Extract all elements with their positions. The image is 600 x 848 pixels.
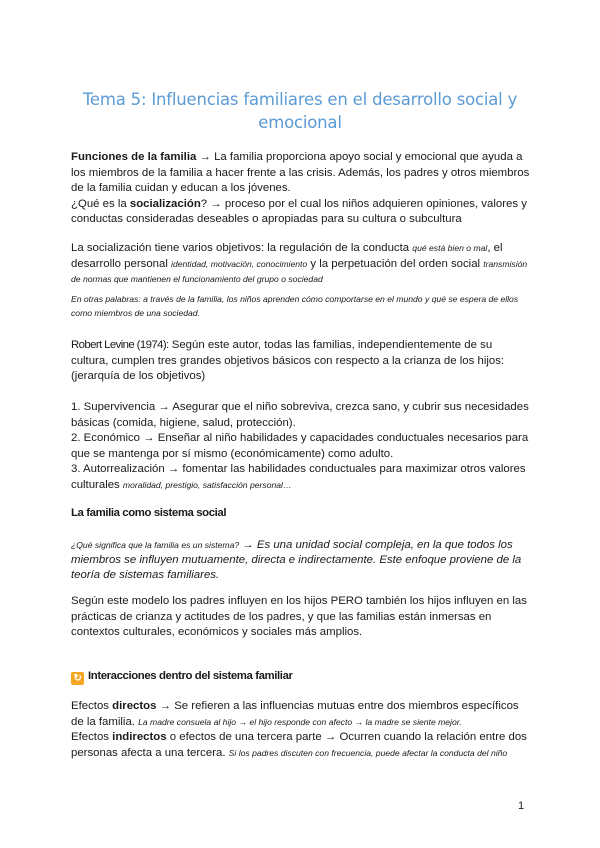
socializacion-definition: ? → proceso por el cual los niños adquieren opiniones, valores y conductas consideradas deseables o apropiadas para su cultura o subcultura (71, 197, 527, 226)
objetivos-text-3: y la perpetuación del orden social (307, 257, 484, 270)
author-name: Robert Levine (1974): (71, 339, 169, 351)
sistema-answer: → Es una unidad social compleja, en la que todos los miembros se influyen mutuamente, directa e indirectamente. Este enfoque proviene de la teoría de sistemas familiares. (71, 539, 522, 582)
document-title: Tema 5: Influencias familiares en el desarrollo social y emocional (82, 90, 518, 132)
paragraph-en-otras-palabras: En otras palabras: a través de la familia, los niños aprenden cómo comportarse en el mundo y qué se espera de ellos como miembros de una sociedad. (71, 294, 519, 318)
objetivos-example-3: transmisión de normas que mantienen el funcionamiento del grupo o sociedad (71, 258, 528, 285)
page-number: 1 (518, 800, 525, 812)
paragraph-modelo: Según este modelo los padres influyen en los hijos PERO también los hijos influyen en las prácticas de crianza y actitudes de los padres, y que las familias están inmersas en contextos culturales, económicos y sociales más amplios. (71, 595, 527, 639)
indirectos-example: Si los padres discuten con frecuencia, puede afectar la conducta del niño (228, 747, 508, 758)
section-heading-interacciones (71, 670, 293, 685)
list-item: 1. Supervivencia → Asegurar que el niño sobreviva, crezca sano, y cubrir sus necesidades básicas (comida, higiene, salud, protección). (71, 401, 529, 429)
levine-text: Según este autor, todas las familias, independientemente de su cultura, cumplen tres grandes objetivos básicos con respecto a la crianza de los hijos: (jerarquía de los objetivos) (71, 339, 505, 383)
paragraph-funciones (71, 150, 531, 228)
objectives-list (71, 400, 531, 494)
list-item-3-example: moralidad, prestigio, satisfacción personal… (122, 479, 292, 490)
funciones-label: Funciones de la familia (71, 151, 197, 163)
directos-start: Efectos (71, 700, 113, 712)
paragraph-levine (71, 338, 531, 385)
directos-definition: → Se refieren a las influencias mutuas entre dos miembros específicos de la familia. (71, 700, 519, 728)
objetivos-example-2: identidad, motivación, conocimiento (171, 258, 308, 269)
socializacion-term: socialización (129, 197, 201, 210)
directos-term: directos (112, 700, 157, 712)
indirectos-term: indirectos (112, 731, 167, 744)
list-item (71, 462, 531, 493)
paragraph-objetivos (71, 241, 531, 288)
indirectos-definition: o efectos de una tercera parte → Ocurren cuando la relación entre dos personas afecta a una tercera. (71, 731, 527, 759)
repeat-icon: ↻ (71, 672, 84, 685)
paragraph-sistema-question (71, 538, 531, 584)
list-item: 2. Económico → Enseñar al niño habilidades y capacidades conductuales necesarios para que se mantenga por sí mismo (económicamente) como adulto. (71, 432, 529, 460)
interacciones-heading-text: Interacciones dentro del sistema familiar (88, 670, 293, 682)
directos-example: La madre consuela al hijo → el hijo responde con afecto → la madre se siente mejor. (138, 716, 462, 727)
objetivos-example-1: qué está bien o mal (412, 243, 488, 253)
sistema-question: ¿Qué significa que la familia es un sistema? (71, 540, 240, 550)
objetivos-text-1: La socialización tiene varios objetivos: la regulación de la conducta (71, 242, 413, 254)
section-heading-sistema-social: La familia como sistema social (71, 507, 227, 519)
indirectos-start: Efectos (71, 731, 113, 744)
list-item-3-text: 3. Autorrealización → fomentar las habilidades conductuales para maximizar otros valores culturales (71, 463, 526, 491)
funciones-text: → La familia proporciona apoyo social y emocional que ayuda a los miembros de la familia a hacer frente a las crisis. Además, los padres y otros miembros de la familia cuidan y educan a los jóvenes. (71, 151, 530, 195)
objetivos-text-2: , el desarrollo personal (71, 242, 503, 270)
paragraph-efectos (71, 699, 531, 761)
socializacion-question-start: ¿Qué es la (71, 197, 130, 210)
